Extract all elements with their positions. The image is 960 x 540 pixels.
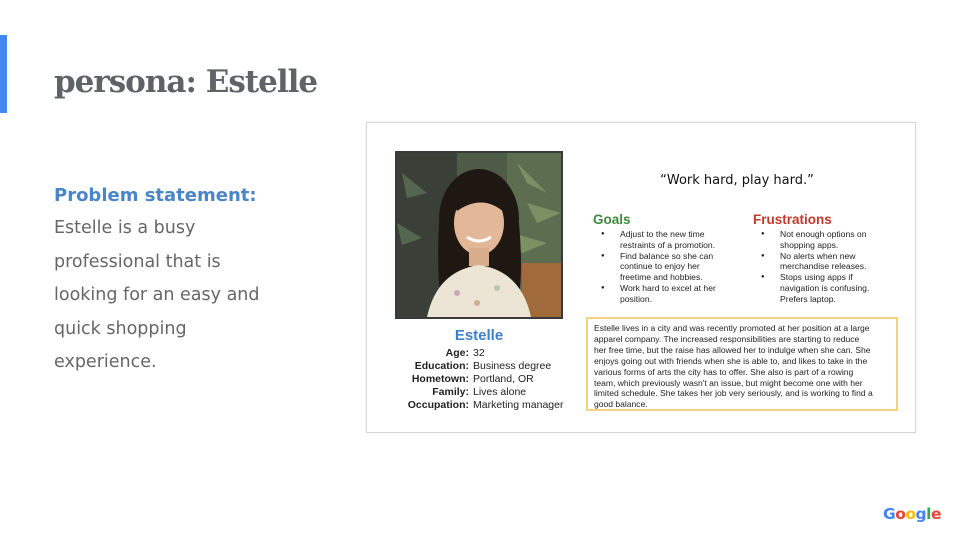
persona-name: Estelle [454,327,504,344]
logo-letter: l [926,505,931,523]
frustration-item [753,272,903,304]
persona-bio [586,317,898,411]
logo-letter: G [883,505,896,523]
google-logo [883,505,941,523]
goal-item [593,283,743,305]
goal-item [593,229,743,251]
goal-line: continue to enjoy her [620,261,700,272]
persona-card [366,122,916,433]
detail-value: 32 [473,347,485,359]
problem-line: quick shopping [54,318,187,339]
detail-value: Business degree [473,360,552,372]
frustration-line: shopping apps. [780,239,839,250]
detail-row-education [381,360,591,373]
goal-line: freetime and hobbies. [620,272,703,283]
detail-row-occupation [381,399,591,412]
bio-line: good balance. [594,399,648,410]
frustrations-heading: Frustrations [753,212,832,227]
goal-line: ● Work hard to excel at her [620,282,716,293]
goals-section [593,211,743,305]
frustration-line: ● No alerts when new [780,250,856,261]
bio-line: Estelle lives in a city and was recently promoted at her position at a large [594,323,870,333]
problem-heading: Problem statement: [54,185,257,206]
detail-value: Lives alone [473,386,527,398]
frustrations-list [753,229,903,305]
goal-item [593,251,743,283]
slide-title: persona: Estelle [54,64,318,100]
persona-quote: “Work hard, play hard.” [660,173,814,188]
logo-letter: o [905,505,916,523]
bio-line: team, which previously wasn't an issue, but might become one with her [594,377,863,388]
frustration-line: Prefers laptop. [780,293,836,304]
goal-line: position. [620,293,653,304]
frustration-line: ● Not enough options on [780,229,867,239]
logo-letter: g [915,505,927,523]
detail-label: Hometown: [411,373,469,385]
persona-photo [395,151,563,319]
problem-line: professional that is [54,251,221,272]
bio-line: enjoys going out with friends when she is able to, and likes to take in the [594,355,868,366]
persona-details [381,347,591,412]
logo-letter: o [895,505,906,523]
problem-line: looking for an easy and [54,285,260,305]
detail-value: Marketing manager [473,399,564,411]
detail-label: Occupation: [407,399,469,411]
bio-line: limited schedule. She takes her job very seriously, and is working to find a [594,388,873,399]
detail-label: Age: [445,347,469,359]
frustration-line: navigation is confusing. [780,282,870,293]
detail-row-age [381,347,591,360]
problem-line: experience. [54,352,157,372]
logo-letter: e [930,505,941,523]
bio-line: various forms of arts the city has to offer. She also is part of a rowing [594,366,854,377]
detail-label: Education: [414,360,469,372]
frustration-line: ● Stops using apps if [780,272,853,283]
persona-photo-illustration [397,153,561,317]
goals-heading: Goals [593,212,631,227]
goals-list [593,229,743,305]
frustration-item [753,251,903,273]
goal-line: restraints of a promotion. [620,239,716,250]
detail-value: Portland, OR [473,373,534,385]
detail-row-family [381,386,591,399]
frustration-item [753,229,903,251]
goal-line: ● Find balance so she can [620,250,714,261]
detail-label: Family: [432,386,469,398]
bio-line: her free time, but the raise has allowed her to indulge when she can. She [594,344,871,355]
bio-line: apparel company. The increased responsibilities are starting to reduce [594,333,860,344]
problem-text [54,212,284,380]
frustration-line: merchandise releases. [780,261,867,272]
detail-row-hometown [381,373,591,386]
problem-line: Estelle is a busy [54,218,196,238]
goal-line: ● Adjust to the new time [620,229,705,239]
problem-statement [54,180,284,380]
accent-bar [0,35,7,113]
frustrations-section [753,211,903,305]
